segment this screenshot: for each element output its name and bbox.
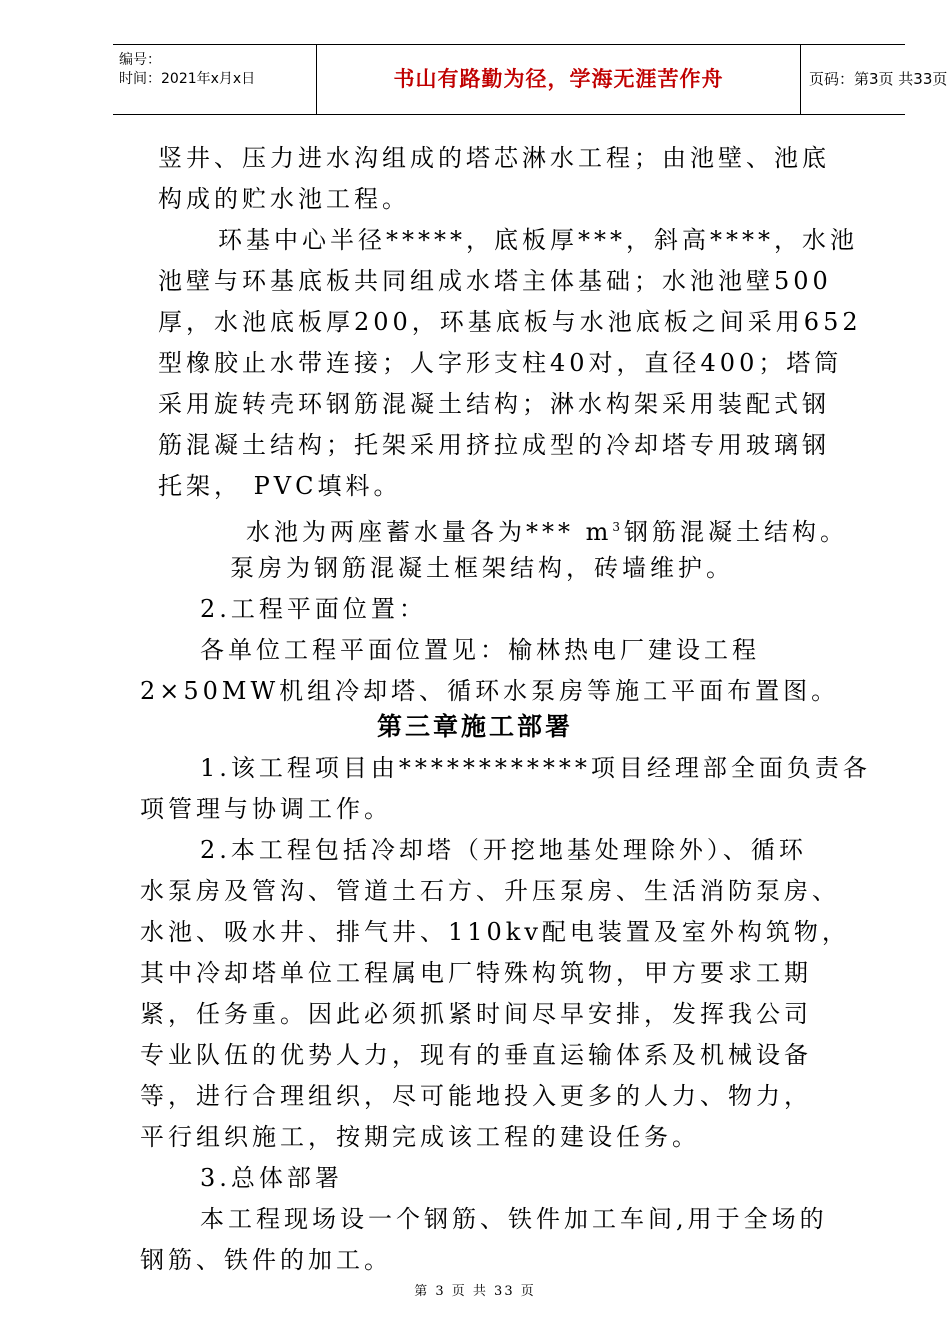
water-structure-text: 钢筋混凝土结构。 [624,518,849,546]
body-line: 竖井、压力进水沟组成的塔芯淋水工程；由池壁、池底 [158,144,830,172]
body-line: 构成的贮水池工程。 [158,185,410,213]
body-line: 采用旋转壳环钢筋混凝土结构；淋水构架采用装配式钢 [158,390,830,418]
header-motto: 书山有路勤为径，学海无涯苦作舟 [316,45,801,114]
body-line: 型橡胶止水带连接；人字形支柱40对，直径400；塔筒 [158,349,843,377]
body-line: 池壁与环基底板共同组成水塔主体基础；水池池壁500 [158,267,832,295]
water-volume-text: 水池为两座蓄水量各为*** m [246,518,613,546]
body-line: 托架， PVC填料。 [158,472,402,500]
body-line: 泵房为钢筋混凝土框架结构，砖墙维护。 [230,554,734,582]
body-line: 专业队伍的优势人力，现有的垂直运输体系及机械设备 [140,1041,812,1069]
body-line: 水泵房及管沟、管道土石方、升压泵房、生活消防泵房、 [140,877,840,905]
body-line: 3.总体部署 [200,1164,343,1192]
body-line: 筋混凝土结构；托架采用挤拉成型的冷却塔专用玻璃钢 [158,431,830,459]
body-line: 2×50MW机组冷却塔、循环水泵房等施工平面布置图。 [140,677,840,705]
body-line: 项管理与协调工作。 [140,795,392,823]
body-line: 紧，任务重。因此必须抓紧时间尽早安排，发挥我公司 [140,1000,812,1028]
body-line: 厚，水池底板厚200，环基底板与水池底板之间采用652 [158,308,862,336]
document-number-label: 编号： [119,52,161,68]
body-line: 钢筋、铁件的加工。 [140,1246,392,1274]
body-line: 本工程现场设一个钢筋、铁件加工车间,用于全场的 [200,1205,828,1233]
body-line [246,512,848,547]
cubic-superscript: 3 [612,520,625,534]
body-line: 2.本工程包括冷却塔（开挖地基处理除外）、循环 [200,836,807,864]
body-line: 环基中心半径*****，底板厚***，斜高****，水池 [218,226,858,254]
body-line: 各单位工程平面位置见：榆林热电厂建设工程 [200,636,760,664]
page-footer: 第 3 页 共 33 页 [414,1284,536,1299]
body-line: 平行组织施工，按期完成该工程的建设任务。 [140,1123,700,1151]
chapter-heading: 第三章施工部署 [376,712,573,741]
body-line: 水池、吸水井、排气井、110kv配电装置及室外构筑物， [140,918,850,946]
body-line: 1.该工程项目由************项目经理部全面负责各 [200,754,871,782]
body-line: 其中冷却塔单位工程属电厂特殊构筑物，甲方要求工期 [140,959,812,987]
body-line: 2.工程平面位置： [200,595,427,623]
body-line: 等，进行合理组织，尽可能地投入更多的人力、物力， [140,1082,812,1110]
header-page-label: 页码：第3页 共33页 [809,70,948,88]
document-time-label: 时间：2021年x月x日 [119,71,256,87]
